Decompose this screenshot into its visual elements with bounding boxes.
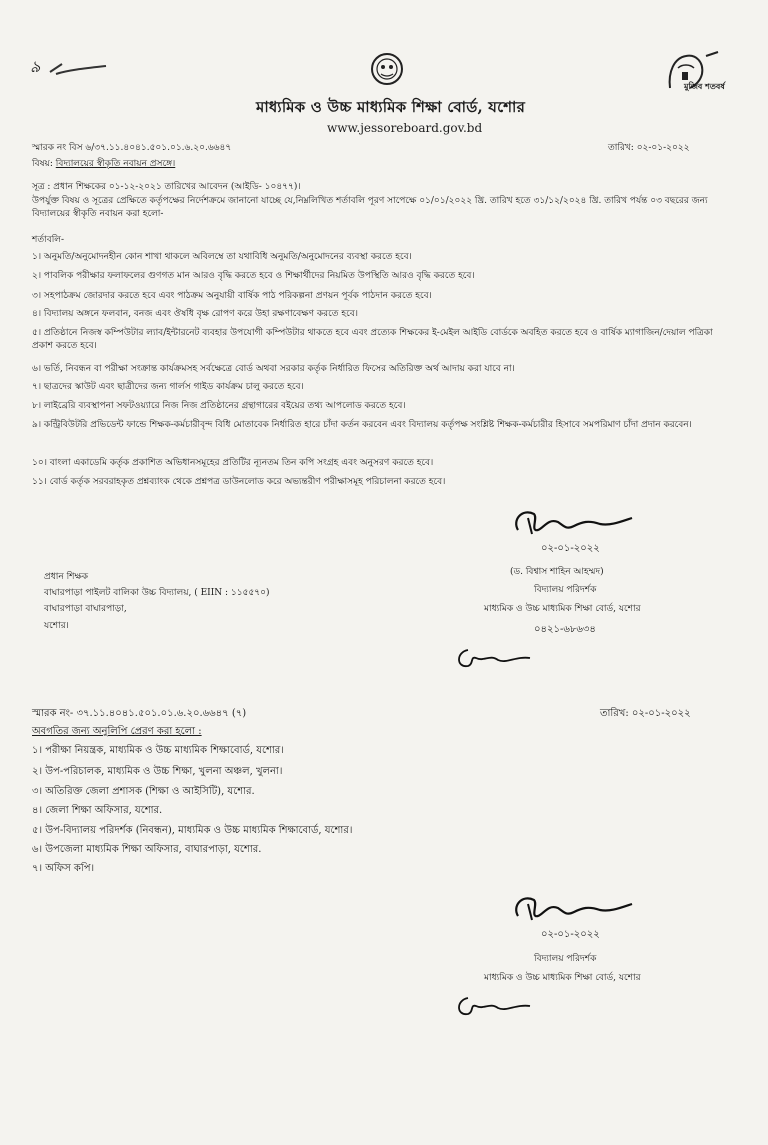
signatory-name: (ড. বিশ্বাস শাহিন আহম্মদ) (510, 567, 604, 577)
signatory-designation: বিদ্যালয় পরিদর্শক (534, 585, 597, 595)
copy-recipient-item: ৭। অফিস কপি। (32, 863, 95, 874)
condition-item: ৪। বিদ্যালয় অঙ্গনে ফলবান, বনজ এবং ঔষধি বৃক্ষ রোপণ করে উহা রক্ষণাবেক্ষণ করতে হবে। (32, 309, 358, 319)
corner-mark: ৯ (30, 57, 41, 76)
condition-item: ১। অনুমতি/অনুমোদনহীন কোন শাখা থাকলে অবিলম্বে তা যথাবিধি অনুমতি/অনুমোদনের ব্যবস্থা করতে হবে। (32, 252, 412, 262)
recipient-school: বাঘারপাড়া পাইলট বালিকা উচ্চ বিদ্যালয়, ( EIIN : ১১৫৫৭০) (44, 588, 270, 598)
recipient-title: প্রধান শিক্ষক (44, 572, 89, 582)
copy-recipient-item: ৫। উপ-বিদ্যালয় পরিদর্শক (নিবন্ধন), মাধ্যমিক ও উচ্চ মাধ্যমিক শিক্ষাবোর্ড, যশোর। (32, 825, 353, 836)
government-seal-icon (370, 52, 404, 86)
copy-recipient-item: ৩। অতিরিক্ত জেলা প্রশাসক (শিক্ষা ও আইসিটি), যশোর. (32, 786, 255, 797)
initial-mark-1-icon (454, 644, 534, 674)
mujib-logo (656, 48, 726, 96)
copy-recipient-item: ২। উপ-পরিচালক, মাধ্যমিক ও উচ্চ শিক্ষা, খুলনা অঞ্চল, খুলনা। (32, 766, 283, 777)
copy-recipient-item: ৬। উপজেলা মাধ্যমিক শিক্ষা অফিসার, বাঘারপাড়া, যশোর. (32, 844, 262, 855)
condition-item: ৮। লাইব্রেরি ব্যবস্থাপনা সফটওয়্যারে নিজ নিজ প্রতিষ্ঠানের গ্রন্থাগারের বইয়ের তথ্য আপলোড করতে হবে। (32, 401, 406, 411)
body-intro: উপর্যুক্ত বিষয় ও সূত্রের প্রেক্ষিতে কর্তৃপক্ষের নির্দেশক্রমে জানানো যাচ্ছে যে,নিম্নলিখিত শর্তাবলি পূরণ সাপেক্ষে ০১/০১/২০২২ খ্রি. তারিখ হতে ৩১/১২/২০২৪ খ্রি. তারিখ পর্যন্ত ০৩ বছরের জন্য বিদ্যালয়ের স্বীকৃতি নবায়ন করা হলো- (32, 196, 708, 219)
recipient-address: বাঘারপাড়া বাঘারপাড়া, (44, 604, 127, 614)
subject-text: বিদ্যালয়ের স্বীকৃতি নবায়ন প্রসঙ্গে। (55, 159, 176, 169)
condition-item: ৯। কন্ট্রিবিউটরি প্রভিডেন্ট ফান্ডে শিক্ষক-কর্মচারীবৃন্দ বিধি মোতাবেক নির্ধারিত হারে চাঁদা কর্তন করবেন এবং বিদ্যালয় কর্তৃপক্ষ সংশ্লিষ্ট শিক্ষক-কর্মচারীর হিসাবে সমপরিমাণ চাঁদা প্রদান করবেন। (32, 420, 692, 430)
recipient-district: যশোর। (44, 621, 69, 631)
initial-mark-2-icon (454, 992, 534, 1022)
signatory-phone: ০৪২১-৬৮৬৩৪ (534, 624, 596, 635)
copy-heading: অবগতির জন্য অনুলিপি প্রেরণ করা হলো : (32, 726, 202, 737)
subject-label: বিষয়: (32, 159, 53, 169)
signature-2-icon (508, 886, 638, 926)
conditions-label: শর্তাবলি- (32, 235, 65, 245)
board-title: মাধ্যমিক ও উচ্চ মাধ্যমিক শিক্ষা বোর্ড, যশোর (256, 98, 526, 116)
subject-line (32, 158, 175, 170)
condition-item: ৫। প্রতিষ্ঠানে নিজস্ব কম্পিউটার ল্যাব/ইন্টারনেট ব্যবহার উপযোগী কম্পিউটার থাকতে হবে এবং প্রত্যেক শিক্ষকের ই-মেইল আইডি বোর্ডকে অবহিত করতে হবে ও বার্ষিক ম্যাগাজিন/দেয়াল পত্রিকা প্রকাশ করতে হবে। (32, 328, 713, 351)
signature-2-date: ০২-০১-২০২২ (541, 929, 600, 940)
condition-item: ৭। ছাত্রদের স্কাউট এবং ছাত্রীদের জন্য গার্লস গাইড কার্যক্রম চালু করতে হবে। (32, 382, 304, 392)
reference-line: সূত্র : প্রধান শিক্ষকের ০১-১২-২০২১ তারিখের আবেদন (আইডি- ১০৪৭৭)। (32, 182, 301, 192)
memo-number: স্মারক নং বিস ৬/৩৭.১১.৪০৪১.৫০১.০১.৬.২০.৬৬৪৭ (32, 143, 232, 153)
signature-2-designation: বিদ্যালয় পরিদর্শক (534, 954, 597, 964)
copy-recipient-item: ১। পরীক্ষা নিয়ন্ত্রক, মাধ্যমিক ও উচ্চ মাধ্যমিক শিক্ষাবোর্ড, যশোর। (32, 745, 284, 756)
condition-item: ৬। ভর্তি, নিবন্ধন বা পরীক্ষা সংক্রান্ত কার্যক্রমসহ সর্বক্ষেত্রে বোর্ড অথবা সরকার কর্তৃক নির্ধারিত ফিসের অতিরিক্ত অর্থ আদায় করা যাবে না। (32, 364, 515, 374)
board-website: www.jessoreboard.gov.bd (327, 121, 483, 135)
copy-recipient-item: ৪। জেলা শিক্ষা অফিসার, যশোর. (32, 805, 163, 816)
signature-1-date: ০২-০১-২০২২ (541, 543, 600, 554)
corner-scribble-icon (48, 60, 108, 80)
signatory-office: মাধ্যমিক ও উচ্চ মাধ্যমিক শিক্ষা বোর্ড, যশোর (484, 604, 641, 614)
signature-1-icon (508, 500, 638, 540)
condition-item: ১১। বোর্ড কর্তৃক সরবরাহকৃত প্রশ্নব্যাংক থেকে প্রশ্নপত্র ডাউনলোড করে অভ্যন্তরীণ পরীক্ষাসমূহ পরিচালনা করতে হবে। (32, 477, 446, 487)
condition-item: ১০। বাংলা একাডেমি কর্তৃক প্রকাশিত অভিধানসমূহের প্রতিটির ন্যূনতম তিন কপি সংগ্রহ এবং অনুসরণ করতে হবে। (32, 458, 434, 468)
signature-2-office: মাধ্যমিক ও উচ্চ মাধ্যমিক শিক্ষা বোর্ড, যশোর (484, 973, 641, 983)
mujib-logo-text: মুজিব শতবর্ষ (684, 81, 725, 91)
copy-memo-number: স্মারক নং- ৩৭.১১.৪০৪১.৫০১.০১.৬.২০.৬৬৪৭ (৭) (32, 708, 247, 719)
copy-memo-date: তারিখ: ০২-০১-২০২২ (600, 708, 691, 719)
condition-item: ২। পাবলিক পরীক্ষার ফলাফলের গুণগত মান আরও বৃদ্ধি করতে হবে ও শিক্ষার্থীদের নিয়মিত উপস্থিতি আরও বৃদ্ধি করতে হবে। (32, 271, 475, 281)
condition-item: ৩। সহপাঠক্রম জোরদার করতে হবে এবং পাঠক্রম অনুযায়ী বার্ষিক পাঠ পরিকল্পনা প্রণয়ন পূর্বক পাঠদান করতে হবে। (32, 291, 432, 301)
memo-date: তারিখ: ০২-০১-২০২২ (608, 143, 690, 153)
